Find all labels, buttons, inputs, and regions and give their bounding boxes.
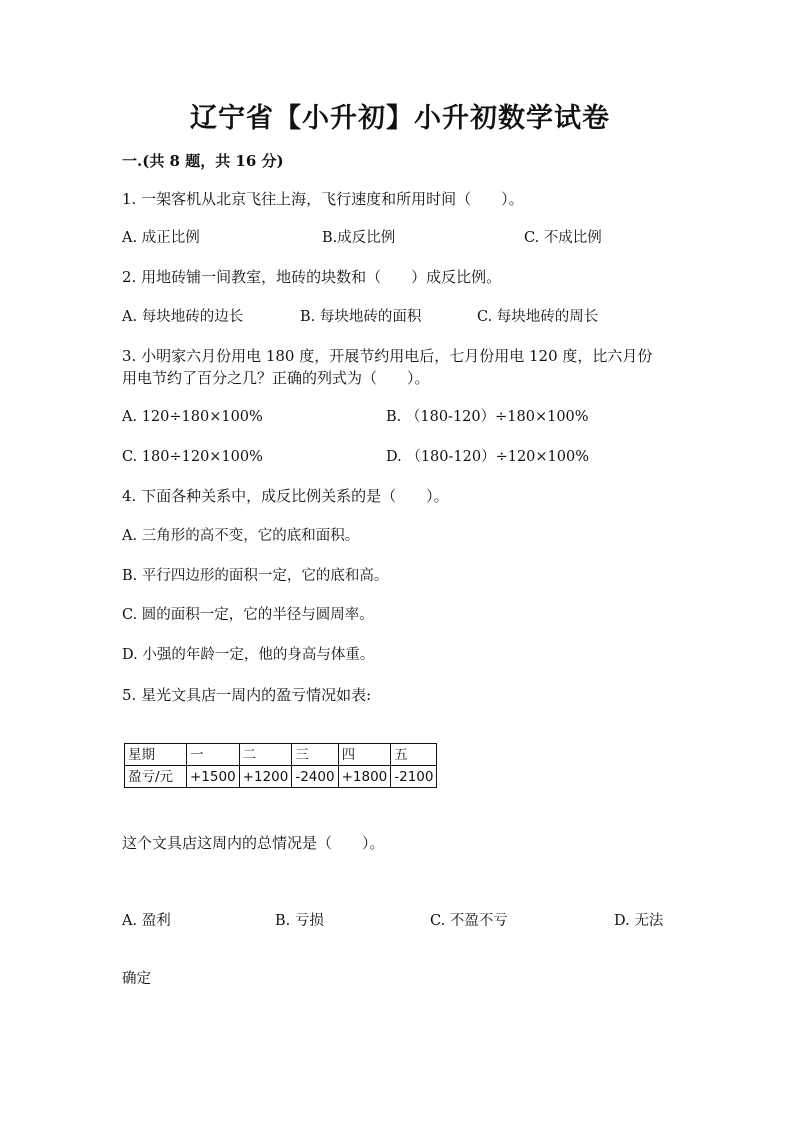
question-2-option-a: A. 每块地砖的边长 [122, 309, 244, 325]
question-5-option-d: D. 无法 [614, 913, 664, 929]
question-1-stem: 1. 一架客机从北京飞往上海，飞行速度和所用时间（ ）。 [122, 190, 524, 208]
question-3-stem-line-2: 用电节约了百分之几？正确的列式为（ ）。 [122, 369, 430, 387]
question-5-option-c: C. 不盈不亏 [430, 913, 508, 929]
question-4-option-d: D. 小强的年龄一定，他的身高与体重。 [122, 647, 375, 663]
question-5-option-a: A. 盈利 [122, 913, 171, 929]
table-cell: 盈亏/元 [125, 766, 187, 788]
question-1-option-c: C. 不成比例 [524, 230, 602, 246]
question-2-option-c: C. 每块地砖的周长 [477, 309, 599, 325]
question-3-option-a: A. 120÷180×100% [122, 409, 263, 425]
question-5-followup: 这个文具店这周内的总情况是（ ）。 [122, 834, 385, 852]
question-4-option-c: C. 圆的面积一定，它的半径与圆周率。 [122, 607, 374, 623]
table-header-cell: 一 [187, 744, 240, 766]
table-cell: -2100 [391, 766, 437, 788]
question-4-option-a: A. 三角形的高不变，它的底和面积。 [122, 528, 360, 544]
question-1-option-a: A. 成正比例 [122, 230, 200, 246]
table-row [125, 766, 437, 788]
question-3-option-d: D. （180-120）÷120×100% [386, 449, 590, 465]
section-heading: 一.(共 8 题，共 16 分) [122, 152, 284, 170]
question-3-option-b: B. （180-120）÷180×100% [386, 409, 589, 425]
question-3-stem-line-1: 3. 小明家六月份用电 180 度，开展节约用电后，七月份用电 120 度，比六月份 [122, 347, 653, 365]
question-1-option-b: B.成反比例 [322, 230, 396, 246]
table-cell: -2400 [292, 766, 338, 788]
question-2-stem: 2. 用地砖铺一间教室，地砖的块数和（ ）成反比例。 [122, 268, 502, 286]
table-cell: +1500 [187, 766, 240, 788]
table-header-cell: 二 [239, 744, 292, 766]
table-header-cell: 三 [292, 744, 338, 766]
table-cell: +1200 [239, 766, 292, 788]
question-5-stem: 5. 星光文具店一周内的盈亏情况如表: [122, 686, 372, 704]
question-5-option-d-continuation: 确定 [122, 971, 151, 987]
question-4-stem: 4. 下面各种关系中，成反比例关系的是（ ）。 [122, 487, 449, 505]
table-cell: +1800 [338, 766, 391, 788]
table-header-row [125, 744, 437, 766]
table-header-cell: 四 [338, 744, 391, 766]
question-2-option-b: B. 每块地砖的面积 [300, 309, 422, 325]
table-header-cell: 星期 [125, 744, 187, 766]
question-4-option-b: B. 平行四边形的面积一定，它的底和高。 [122, 568, 389, 584]
question-5-option-b: B. 亏损 [275, 913, 324, 929]
profit-loss-table [124, 743, 437, 788]
page-title: 辽宁省【小升初】小升初数学试卷 [190, 103, 610, 134]
question-3-option-c: C. 180÷120×100% [122, 449, 263, 465]
table-header-cell: 五 [391, 744, 437, 766]
